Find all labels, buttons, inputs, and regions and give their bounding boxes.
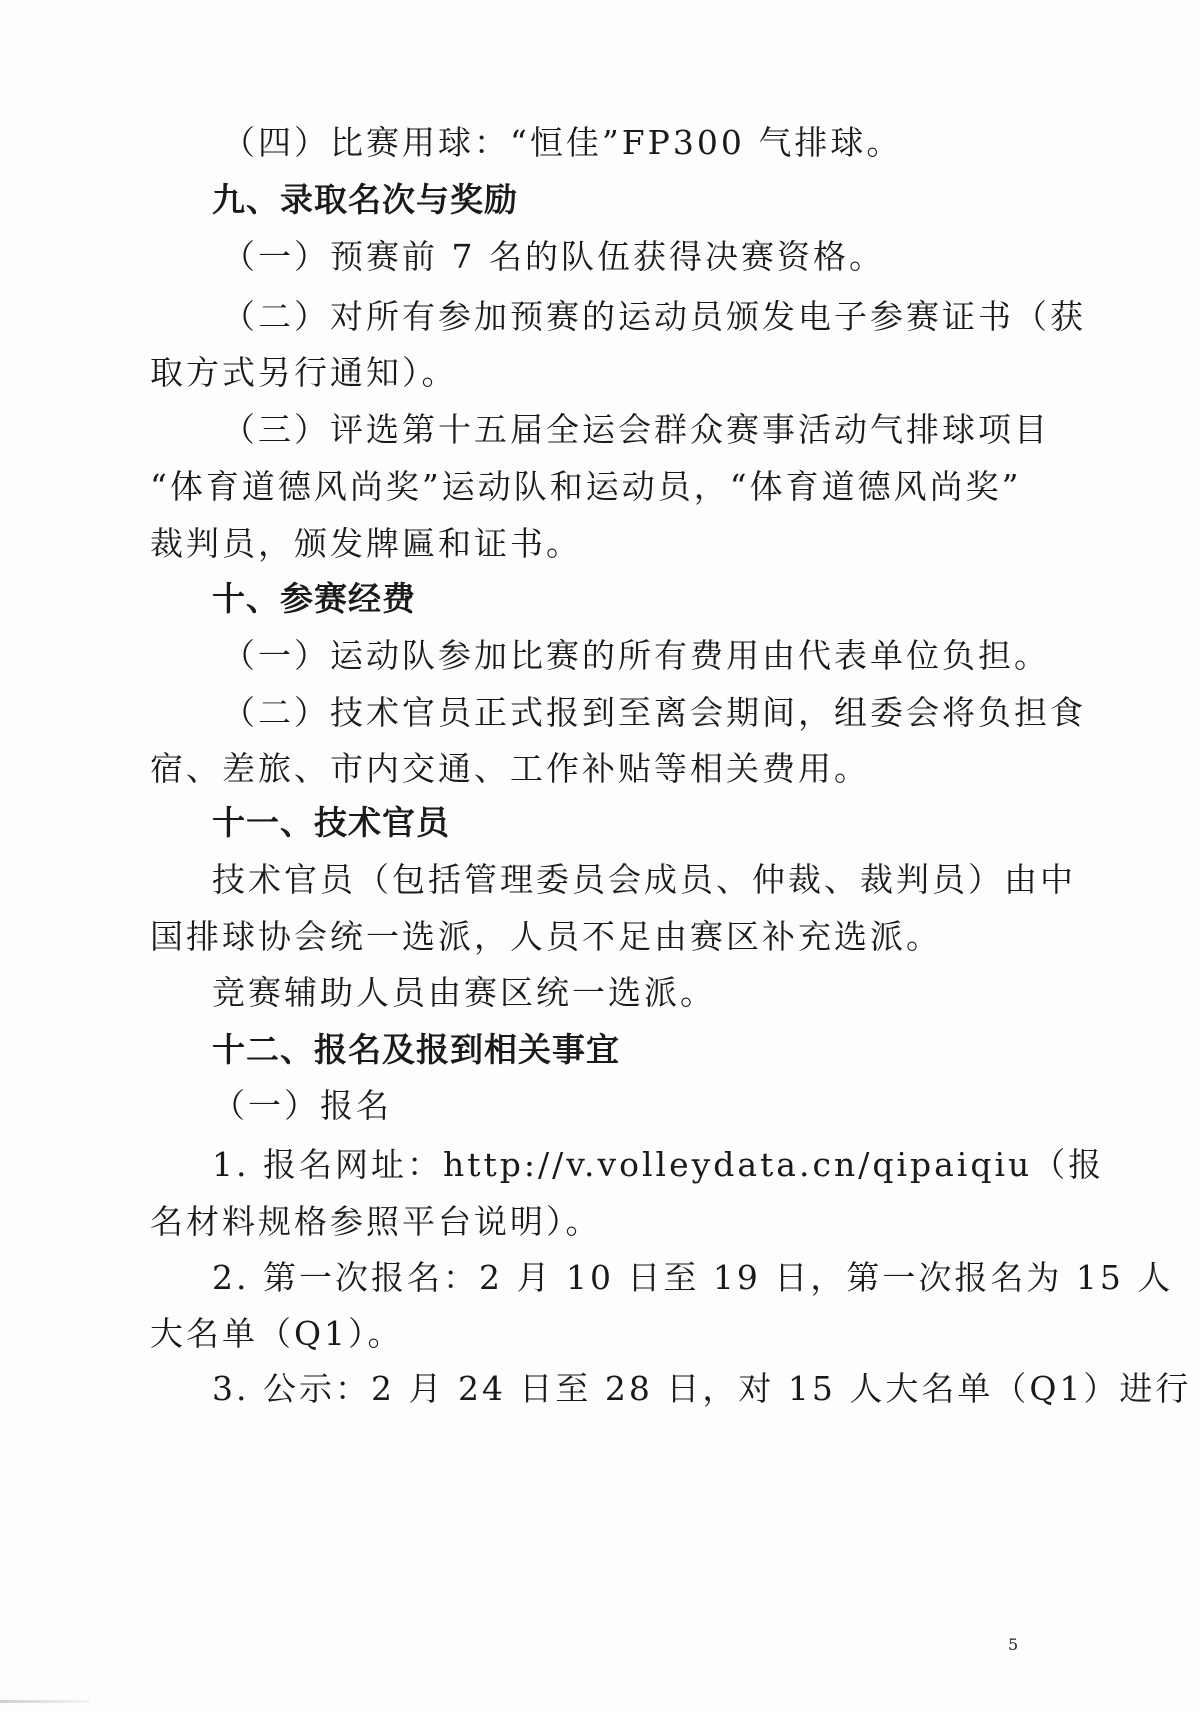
subheading-registration: （一）报名 [212, 1086, 392, 1125]
paragraph-certificate: （二）对所有参加预赛的运动员颁发电子参赛证书（获 [222, 297, 1086, 336]
paragraph-first-registration-cont: 大名单（Q1）。 [150, 1314, 404, 1353]
paragraph-auxiliary-staff: 竞赛辅助人员由赛区统一选派。 [212, 973, 716, 1012]
page-number: 5 [1008, 1635, 1019, 1654]
paragraph-first-registration: 2. 第一次报名：2 月 10 日至 19 日，第一次报名为 15 人 [212, 1258, 1174, 1297]
section-heading-fees: 十、参赛经费 [212, 579, 416, 618]
paragraph-officials-selection-cont: 国排球协会统一选派，人员不足由赛区补充选派。 [150, 917, 942, 956]
paragraph-publicity: 3. 公示：2 月 24 日至 28 日，对 15 人大名单（Q1）进行 [212, 1369, 1192, 1408]
paragraph-official-fees-cont: 宿、差旅、市内交通、工作补贴等相关费用。 [150, 749, 870, 788]
section-heading-technical-officials: 十一、技术官员 [212, 803, 450, 842]
paragraph-ball: （四）比赛用球：“恒佳”FP300 气排球。 [222, 123, 903, 162]
paragraph-sportsmanship-award-cont-2: 裁判员，颁发牌匾和证书。 [150, 524, 582, 563]
scan-edge [0, 1700, 90, 1703]
paragraph-final-qualification: （一）预赛前 7 名的队伍获得决赛资格。 [222, 237, 885, 276]
paragraph-officials-selection: 技术官员（包括管理委员会成员、仲裁、裁判员）由中 [212, 860, 1076, 899]
paragraph-official-fees: （二）技术官员正式报到至离会期间，组委会将负担食 [222, 693, 1086, 732]
paragraph-team-fees: （一）运动队参加比赛的所有费用由代表单位负担。 [222, 636, 1050, 675]
paragraph-registration-url: 1. 报名网址：http://v.volleydata.cn/qipaiqiu（报 [212, 1145, 1105, 1184]
paragraph-sportsmanship-award-cont-1: “体育道德风尚奖”运动队和运动员，“体育道德风尚奖” [150, 467, 1022, 506]
section-heading-registration: 十二、报名及报到相关事宜 [212, 1030, 620, 1069]
paragraph-certificate-cont: 取方式另行通知）。 [150, 353, 458, 392]
section-heading-ranking-awards: 九、录取名次与奖励 [212, 180, 518, 219]
paragraph-sportsmanship-award: （三）评选第十五届全运会群众赛事活动气排球项目 [222, 410, 1050, 449]
paragraph-registration-url-cont: 名材料规格参照平台说明）。 [150, 1202, 602, 1241]
